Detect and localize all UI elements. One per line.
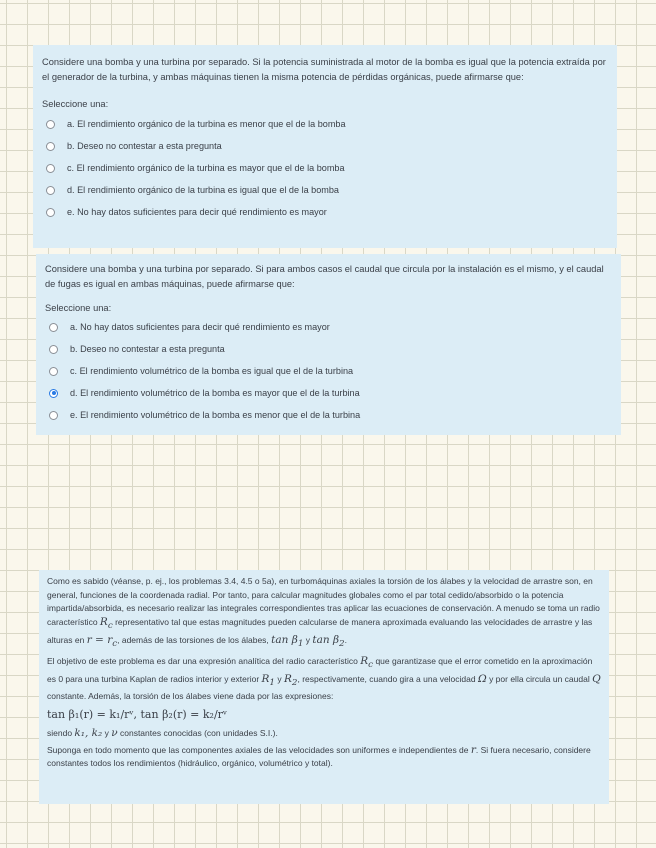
math-r: r xyxy=(470,743,476,756)
radio-button[interactable] xyxy=(49,367,58,376)
question-1-text: Considere una bomba y una turbina por separado. Si la potencia suministrada al motor de la bomba es igual que la potencia extraída por el generador de la turbina, y ambas máquinas tienen la misma potencia de pérdidas orgánicas, puede afirmarse que: xyxy=(42,57,606,82)
math-r-eq-rc xyxy=(86,633,118,649)
radio-button[interactable] xyxy=(49,389,58,398)
text-run: . xyxy=(344,634,347,645)
text-run: constantes conocidas (con unidades S.I.). xyxy=(117,728,278,738)
option-label: c. El rendimiento orgánico de la turbina es mayor que el de la bomba xyxy=(67,163,345,173)
option-label: e. El rendimiento volumétrico de la bomba es menor que el de la turbina xyxy=(70,410,361,420)
option-label: b. Deseo no contestar a esta pregunta xyxy=(67,141,222,151)
math-text: tan β xyxy=(312,633,340,646)
problem-paragraph-2 xyxy=(47,655,601,704)
radio-button[interactable] xyxy=(46,186,55,195)
option-label: b. Deseo no contestar a esta pregunta xyxy=(70,344,225,354)
text-run: Suponga en todo momento que las componentes axiales de las velocidades son uniformes e independientes de xyxy=(47,744,471,755)
q1-option-b[interactable] xyxy=(42,135,608,157)
text-run: que garantizase que el error cometido en la aproximación es 0 para una turbina Kaplan de radios interior y exterior xyxy=(47,655,593,684)
math-omega: Ω xyxy=(477,672,487,685)
math-nu: ν xyxy=(111,727,118,739)
q2-option-d[interactable] xyxy=(45,382,612,404)
math-R1 xyxy=(261,672,275,688)
problem-paragraph-3 xyxy=(47,727,601,741)
question-1-options xyxy=(42,113,608,223)
radio-button[interactable] xyxy=(49,345,58,354)
math-text: R xyxy=(261,672,270,685)
math-text: r = r xyxy=(86,633,113,646)
q1-option-e[interactable] xyxy=(42,201,608,223)
math-text: R xyxy=(99,616,108,629)
problem-statement-card xyxy=(39,570,609,804)
option-label: a. No hay datos suficientes para decir qué rendimiento es mayor xyxy=(70,322,330,332)
math-sub: 2 xyxy=(339,639,345,649)
problem-paragraph-4 xyxy=(47,744,601,771)
math-sub: 1 xyxy=(297,639,304,649)
math-k1-k2: k₁, k₂ xyxy=(74,727,103,739)
math-sub: c xyxy=(112,639,118,649)
math-Rc xyxy=(99,616,113,632)
radio-button[interactable] xyxy=(46,208,55,217)
radio-button[interactable] xyxy=(46,142,55,151)
q2-option-a[interactable] xyxy=(45,316,612,338)
math-text: R xyxy=(283,672,292,685)
text-run: y xyxy=(303,634,313,645)
text-run: , además de las torsiones de los álabes, xyxy=(117,634,272,645)
q1-option-c[interactable] xyxy=(42,157,608,179)
text-run: representativo tal que estas magnitudes pueden calcularse de manera aproximada evaluando las velocidades de arrastre y las alturas en xyxy=(47,617,593,645)
question-1-card xyxy=(33,45,617,248)
question-2-card xyxy=(36,254,621,435)
text-run: y xyxy=(102,728,112,738)
math-R2 xyxy=(283,672,298,688)
question-2-options xyxy=(45,316,612,426)
math-sub: 1 xyxy=(269,677,275,688)
q1-option-a[interactable] xyxy=(42,113,608,135)
q2-option-b[interactable] xyxy=(45,338,612,360)
text-run: siendo xyxy=(47,728,75,738)
math-Rc xyxy=(360,654,374,670)
option-label: a. El rendimiento orgánico de la turbina es menor que el de la bomba xyxy=(67,119,346,129)
q2-option-e[interactable] xyxy=(45,404,612,426)
math-tan-beta2 xyxy=(312,633,345,649)
torsion-formula: tan β₁(r) = k₁/rᵛ, tan β₂(r) = k₂/rᵛ xyxy=(47,708,228,721)
text-run: y por ella circula un caudal xyxy=(486,673,593,684)
option-label: d. El rendimiento orgánico de la turbina es igual que el de la bomba xyxy=(67,185,339,195)
radio-button[interactable] xyxy=(46,120,55,129)
text-run: Como es sabido (véanse, p. ej., los problemas 3.4, 4.5 o 5a), en turbomáquinas axiales la torsión de los álabes y la velocidad de arrastre son, en general, funciones de la coordenada radial. Por tanto, para calcular magnitudes globales como el par total cedido/absorbido o la potencia impartida/absorbida, es necesario realizar las integrales correspondientes tras aplicar las ecuaciones de conservación. A menudo se toma un radio característico xyxy=(47,576,600,628)
question-2-prompt: Seleccione una: xyxy=(45,303,112,313)
math-sub: c xyxy=(107,621,113,632)
problem-paragraph-1 xyxy=(47,575,601,652)
text-run: . Si fuera necesario, considere constantes todos los rendimientos (hidráulico, orgánico, volumétrico y total). xyxy=(47,744,591,769)
option-label: c. El rendimiento volumétrico de la bomba es igual que el de la turbina xyxy=(70,366,354,376)
math-tan-beta1 xyxy=(271,633,304,649)
math-Q: Q xyxy=(592,672,601,685)
q1-option-d[interactable] xyxy=(42,179,608,201)
radio-button[interactable] xyxy=(46,164,55,173)
math-sub: c xyxy=(368,659,374,670)
math-text: tan β xyxy=(271,633,298,646)
text-run: y xyxy=(275,673,284,684)
radio-button[interactable] xyxy=(49,411,58,420)
question-2-text: Considere una bomba y una turbina por separado. Si para ambos casos el caudal que circula por la instalación es el mismo, y el caudal de fugas es igual en ambas máquinas, puede afirmarse que: xyxy=(45,264,604,289)
option-label: d. El rendimiento volumétrico de la bomba es mayor que el de la turbina xyxy=(70,388,360,398)
radio-button[interactable] xyxy=(49,323,58,332)
text-run: constante. Además, la torsión de los álabes viene dada por las expresiones: xyxy=(47,691,334,702)
text-run: , respectivamente, cuando gira a una velocidad xyxy=(297,673,478,684)
math-sub: 2 xyxy=(291,677,298,688)
math-text: R xyxy=(360,654,369,667)
question-1-prompt: Seleccione una: xyxy=(42,99,109,109)
option-label: e. No hay datos suficientes para decir qué rendimiento es mayor xyxy=(67,207,327,217)
text-run: El objetivo de este problema es dar una expresión analítica del radio característico xyxy=(47,655,361,666)
q2-option-c[interactable] xyxy=(45,360,612,382)
